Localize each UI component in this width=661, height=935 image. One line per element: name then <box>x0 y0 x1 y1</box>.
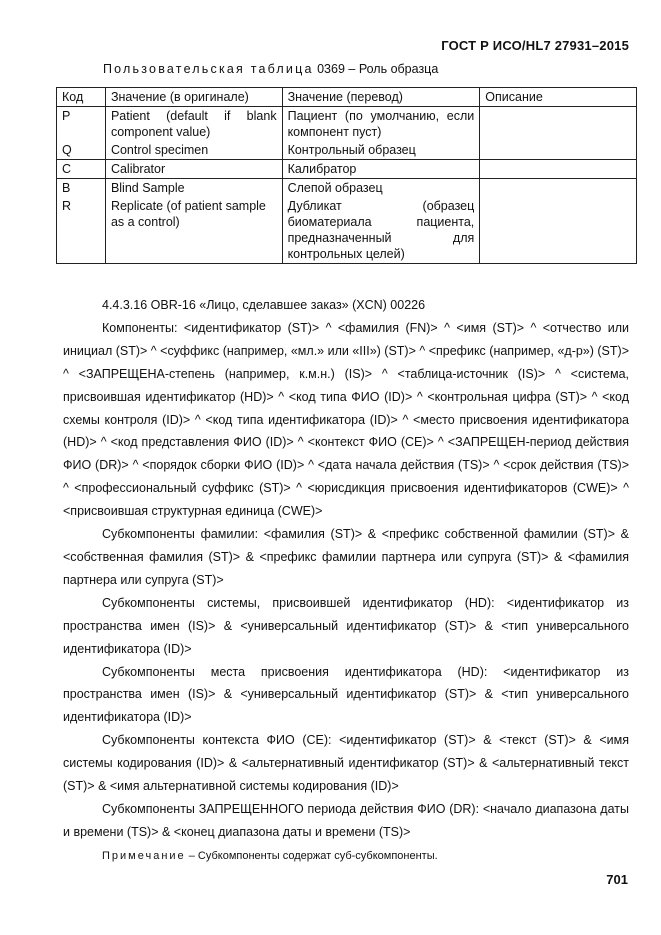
role-table <box>56 87 637 264</box>
section-heading: 4.4.3.16 OBR-16 «Лицо, сделавшее заказ» (XCN) 00226 <box>102 298 426 312</box>
period-subcomponents-paragraph: Субкомпоненты ЗАПРЕЩЕННОГО периода действия ФИО (DR): <начало диапазона даты и времени (TS)> & <конец диапазона даты и времени (TS)> <box>63 801 629 839</box>
table-caption-title: – Роль образца <box>348 62 439 76</box>
note-label: Примечание <box>102 849 186 862</box>
cell-original: Control specimen <box>105 141 282 160</box>
place-subcomponents-paragraph: Субкомпоненты места присвоения идентификатора (HD): <идентификатор из пространства имен (IS)> & <универсальный идентификатор (ST)> & <тип универсального идентификатора (ID)> <box>63 664 629 725</box>
cell-description <box>480 179 637 198</box>
cell-description <box>480 141 637 160</box>
cell-description <box>480 197 637 264</box>
cell-description <box>480 160 637 179</box>
col-header-description: Описание <box>480 88 637 107</box>
table-row <box>57 197 637 264</box>
cell-translation: Дубликат (образец биоматериала пациента, предназначенный для контрольных целей) <box>282 197 480 264</box>
context-subcomponents-paragraph: Субкомпоненты контекста ФИО (CE): <идентификатор (ST)> & <текст (ST)> & <имя системы кодирования (ID)> & <альтернативный идентификатор (ST)> & <альтернативный текст (ST)> & <имя альтернативной системы кодирования (ID)> <box>63 733 629 794</box>
note-text: – Субкомпоненты содержат суб-субкомпоненты. <box>188 849 438 862</box>
table-row <box>57 179 637 198</box>
cell-original: Patient (default if blank component value) <box>105 107 282 142</box>
cell-description <box>480 107 637 142</box>
col-header-original: Значение (в оригинале) <box>105 88 282 107</box>
components-paragraph: Компоненты: <идентификатор (ST)> ^ <фамилия (FN)> ^ <имя (ST)> ^ <отчество или инициал (ST)> ^ <суффикс (например, «мл.» или «III») (ST)> ^ <префикс (например, «д-р») (ST)> ^ <ЗАПРЕЩЕНА-степень (например, к.м.н.) (IS)> ^ <таблица-источник (IS)> ^ <система, присвоившая идентификатор (HD)> ^ <код типа ФИО (ID)> ^ <контрольная цифра (ST)> ^ <код схемы контроля (ID)> ^ <код типа идентификатора (ID)> ^ <место присвоения идентификатора (HD)> ^ <код представления ФИО (ID)> ^ <контекст ФИО (CE)> ^ <ЗАПРЕЩЕН-период действия ФИО (DR)> ^ <порядок сборки ФИО (ID)> ^ <дата начала действия (TS)> ^ <срок действия (TS)> ^ <профессиональный суффикс (ST)> ^ <юрисдикция присвоения идентификаторов (CWE)> ^ <присвоившая структурная единица (CWE)> <box>63 320 629 519</box>
table-row <box>57 160 637 179</box>
col-header-translation: Значение (перевод) <box>282 88 480 107</box>
cell-code: P <box>57 107 106 142</box>
system-subcomponents-paragraph: Субкомпоненты системы, присвоившей идентификатор (HD): <идентификатор из пространства имен (IS)> & <универсальный идентификатор (ST)> & <тип универсального идентификатора (ID)> <box>63 595 629 656</box>
cell-original: Blind Sample <box>105 179 282 198</box>
cell-code: Q <box>57 141 106 160</box>
cell-translation: Контрольный образец <box>282 141 480 160</box>
table-row <box>57 141 637 160</box>
cell-code: C <box>57 160 106 179</box>
document-header: ГОСТ Р ИСО/HL7 27931–2015 <box>441 38 629 53</box>
page-number: 701 <box>606 872 628 887</box>
cell-translation: Калибратор <box>282 160 480 179</box>
col-header-code: Код <box>57 88 106 107</box>
note <box>63 845 629 867</box>
table-caption-number: 0369 <box>317 62 345 76</box>
family-subcomponents-paragraph: Субкомпоненты фамилии: <фамилия (ST)> & <префикс собственной фамилии (ST)> & <собственная фамилия (ST)> & <префикс фамилии партнера или супруга (ST)> & <фамилия партнера или супруга (ST)> <box>63 527 629 587</box>
cell-code: B <box>57 179 106 198</box>
table-caption <box>103 62 438 76</box>
cell-original: Calibrator <box>105 160 282 179</box>
cell-original: Replicate (of patient sample as a control) <box>105 197 282 264</box>
table-header-row <box>57 88 637 107</box>
table-row <box>57 107 637 142</box>
cell-translation: Пациент (по умолчанию, если компонент пуст) <box>282 107 480 142</box>
cell-translation: Слепой образец <box>282 179 480 198</box>
section-body <box>63 294 629 867</box>
table-caption-word: Пользовательская таблица <box>103 62 314 76</box>
cell-code: R <box>57 197 106 264</box>
